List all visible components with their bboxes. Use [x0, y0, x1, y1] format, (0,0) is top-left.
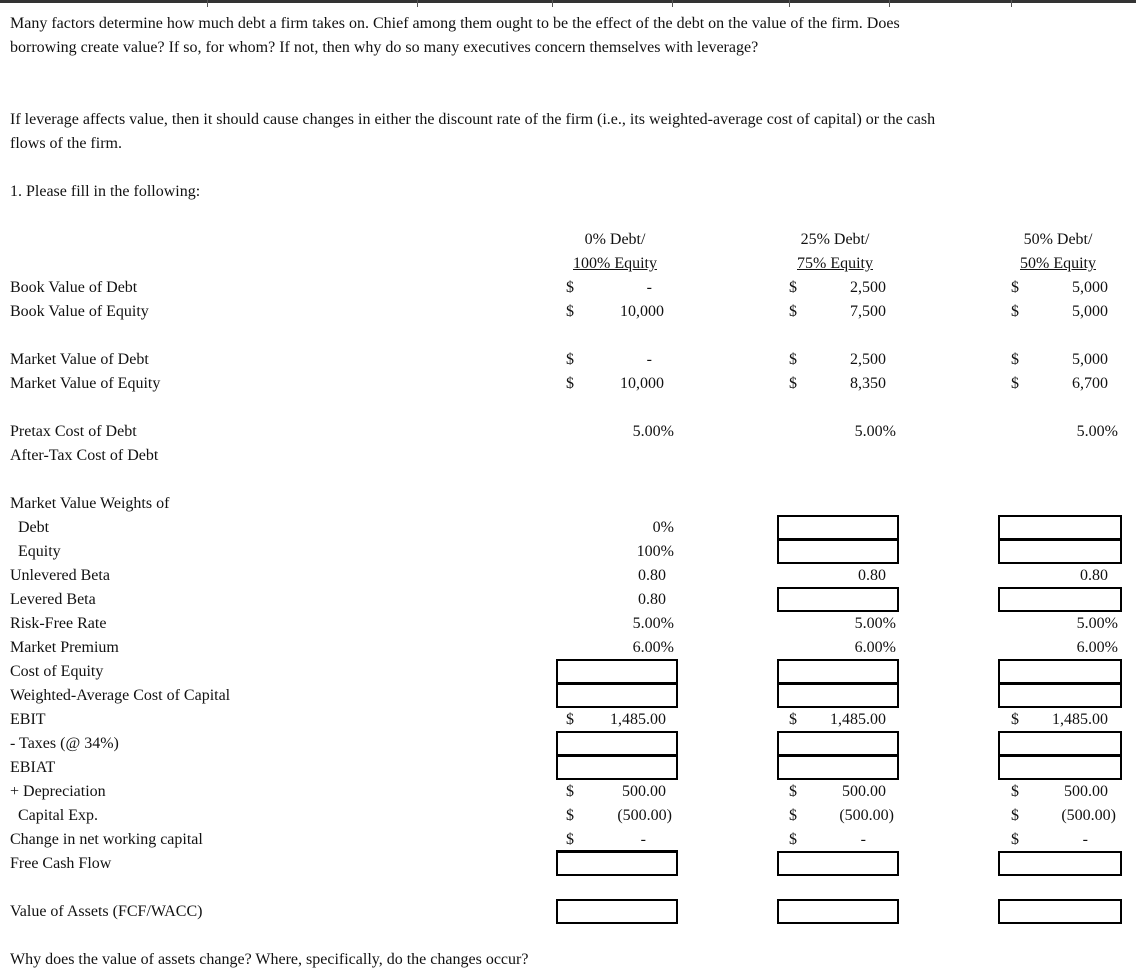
- col2-ebiat-input[interactable]: [777, 755, 899, 780]
- col3-levered-beta-input[interactable]: [998, 587, 1122, 612]
- col3-market-debt: 5,000: [1072, 351, 1108, 368]
- top-border: [0, 0, 1136, 3]
- underline: [556, 660, 678, 661]
- label-weight-debt: Debt: [18, 519, 50, 536]
- col1-ebit: 1,485.00: [610, 711, 666, 728]
- col2-change-nwc: -: [860, 831, 866, 848]
- col3-ebit: 1,485.00: [1052, 711, 1108, 728]
- col3-risk-free: 5.00%: [1076, 615, 1118, 632]
- column-divider: [1011, 0, 1012, 7]
- currency-symbol: $: [566, 279, 574, 296]
- label-wacc: Weighted-Average Cost of Capital: [10, 687, 231, 704]
- col2-value-of-assets-input[interactable]: [777, 899, 899, 924]
- col3-book-equity: 5,000: [1072, 303, 1108, 320]
- col3-free-cash-flow-input[interactable]: [998, 851, 1122, 876]
- currency-symbol: $: [566, 375, 574, 392]
- currency-symbol: $: [789, 375, 797, 392]
- currency-symbol: $: [1011, 831, 1019, 848]
- currency-symbol: $: [566, 807, 574, 824]
- col2-weight-debt-input[interactable]: [777, 515, 899, 540]
- col2-risk-free: 5.00%: [854, 615, 896, 632]
- col2-unlevered-beta: 0.80: [858, 567, 886, 584]
- col1-capex: (500.00): [617, 807, 672, 824]
- label-market-value-debt: Market Value of Debt: [10, 351, 149, 368]
- label-risk-free-rate: Risk-Free Rate: [10, 615, 107, 632]
- currency-symbol: $: [789, 807, 797, 824]
- column-divider: [672, 0, 673, 7]
- col3-book-debt: 5,000: [1072, 279, 1108, 296]
- col2-market-equity: 8,350: [850, 375, 886, 392]
- col3-cost-of-equity-input[interactable]: [998, 659, 1122, 684]
- underline: [556, 731, 678, 732]
- col2-market-debt: 2,500: [850, 351, 886, 368]
- currency-symbol: $: [566, 303, 574, 320]
- col1-unlevered-beta: 0.80: [638, 567, 666, 584]
- col2-taxes-input[interactable]: [777, 731, 899, 756]
- col1-market-equity: 10,000: [620, 375, 664, 392]
- col3-pretax-cost: 5.00%: [1076, 423, 1118, 440]
- label-market-premium: Market Premium: [10, 639, 119, 656]
- column-divider: [889, 0, 890, 7]
- currency-symbol: $: [1011, 303, 1019, 320]
- col2-book-equity: 7,500: [850, 303, 886, 320]
- label-ebiat: EBIAT: [10, 759, 56, 776]
- col2-header-line2: 75% Equity: [797, 255, 873, 272]
- col3-value-of-assets-input[interactable]: [998, 899, 1122, 924]
- label-market-value-equity: Market Value of Equity: [10, 375, 161, 392]
- col1-change-nwc: -: [640, 831, 646, 848]
- col1-weight-debt: 0%: [652, 519, 674, 536]
- col2-capex: (500.00): [839, 807, 894, 824]
- currency-symbol: $: [1011, 807, 1019, 824]
- label-capital-expenditure: Capital Exp.: [18, 807, 98, 824]
- col3-market-premium: 6.00%: [1076, 639, 1118, 656]
- col2-market-premium: 6.00%: [854, 639, 896, 656]
- label-cost-of-equity: Cost of Equity: [10, 663, 104, 680]
- col1-risk-free: 5.00%: [632, 615, 674, 632]
- col3-weight-equity-input[interactable]: [998, 539, 1122, 564]
- col1-ebiat-input[interactable]: [556, 755, 678, 780]
- col1-cost-of-equity-input[interactable]: [556, 659, 678, 684]
- currency-symbol: $: [1011, 711, 1019, 728]
- col1-book-equity: 10,000: [620, 303, 664, 320]
- col1-market-debt: -: [646, 351, 652, 368]
- col3-taxes-input[interactable]: [998, 731, 1122, 756]
- col1-levered-beta: 0.80: [638, 591, 666, 608]
- col1-free-cash-flow-input[interactable]: [556, 851, 678, 876]
- col2-wacc-input[interactable]: [777, 683, 899, 708]
- currency-symbol: $: [1011, 279, 1019, 296]
- label-value-of-assets: Value of Assets (FCF/WACC): [10, 903, 203, 920]
- currency-symbol: $: [789, 279, 797, 296]
- col3-unlevered-beta: 0.80: [1080, 567, 1108, 584]
- col2-book-debt: 2,500: [850, 279, 886, 296]
- col1-pretax-cost: 5.00%: [632, 423, 674, 440]
- col3-capex: (500.00): [1061, 807, 1116, 824]
- col3-header-line1: 50% Debt/: [1023, 231, 1093, 248]
- col2-depreciation: 500.00: [842, 783, 886, 800]
- col2-header-line1: 25% Debt/: [800, 231, 870, 248]
- currency-symbol: $: [566, 783, 574, 800]
- label-book-value-equity: Book Value of Equity: [10, 303, 149, 320]
- currency-symbol: $: [566, 831, 574, 848]
- currency-symbol: $: [566, 711, 574, 728]
- label-market-value-weights: Market Value Weights of: [10, 495, 170, 512]
- col2-weight-equity-input[interactable]: [777, 539, 899, 564]
- label-ebit: EBIT: [10, 711, 46, 728]
- col1-market-premium: 6.00%: [632, 639, 674, 656]
- currency-symbol: $: [789, 351, 797, 368]
- currency-symbol: $: [789, 831, 797, 848]
- label-taxes: - Taxes (@ 34%): [10, 735, 119, 752]
- column-divider: [552, 0, 553, 7]
- col3-ebiat-input[interactable]: [998, 755, 1122, 780]
- col2-pretax-cost: 5.00%: [854, 423, 896, 440]
- label-depreciation: + Depreciation: [10, 783, 106, 800]
- column-divider: [417, 0, 418, 7]
- question-2: Why does the value of assets change? Where, specifically, do the changes occur?: [10, 951, 529, 968]
- column-divider: [789, 0, 790, 7]
- currency-symbol: $: [566, 351, 574, 368]
- col3-depreciation: 500.00: [1064, 783, 1108, 800]
- col1-taxes-input[interactable]: [556, 731, 678, 756]
- currency-symbol: $: [1011, 351, 1019, 368]
- col3-change-nwc: -: [1082, 831, 1088, 848]
- intro-paragraph-2: If leverage affects value, then it should cause changes in either the discount rate of the firm (i.e., its weighted-average cost of capital) or the cash flows of the firm.: [10, 111, 936, 152]
- col1-header-line1: 0% Debt/: [584, 231, 646, 248]
- col1-depreciation: 500.00: [622, 783, 666, 800]
- col1-wacc-input[interactable]: [556, 683, 678, 708]
- col1-book-debt: -: [646, 279, 652, 296]
- column-divider: [207, 0, 208, 7]
- col1-weight-equity: 100%: [636, 543, 674, 560]
- label-change-nwc: Change in net working capital: [10, 831, 203, 848]
- col2-free-cash-flow-input[interactable]: [777, 851, 899, 876]
- label-book-value-debt: Book Value of Debt: [10, 279, 138, 296]
- label-unlevered-beta: Unlevered Beta: [10, 567, 110, 584]
- intro-paragraph-1: Many factors determine how much debt a firm takes on. Chief among them ought to be the effect of the debt on the value of the firm. Does borrowing create value? If so, for whom? If not, then why do so many executives concern themselves with leverage?: [10, 15, 900, 56]
- currency-symbol: $: [1011, 375, 1019, 392]
- currency-symbol: $: [789, 711, 797, 728]
- col2-cost-of-equity-input[interactable]: [777, 659, 899, 684]
- currency-symbol: $: [1011, 783, 1019, 800]
- col2-ebit: 1,485.00: [830, 711, 886, 728]
- col3-wacc-input[interactable]: [998, 683, 1122, 708]
- col1-header-line2: 100% Equity: [573, 255, 657, 272]
- col3-market-equity: 6,700: [1072, 375, 1108, 392]
- col3-weight-debt-input[interactable]: [998, 515, 1122, 540]
- label-pretax-cost-debt: Pretax Cost of Debt: [10, 423, 137, 440]
- label-aftertax-cost-debt: After-Tax Cost of Debt: [10, 447, 159, 464]
- col1-value-of-assets-input[interactable]: [556, 899, 678, 924]
- label-levered-beta: Levered Beta: [10, 591, 96, 608]
- col3-header-line2: 50% Equity: [1020, 255, 1096, 272]
- label-weight-equity: Equity: [18, 543, 61, 560]
- label-free-cash-flow: Free Cash Flow: [10, 855, 112, 872]
- col2-levered-beta-input[interactable]: [777, 587, 899, 612]
- currency-symbol: $: [789, 303, 797, 320]
- currency-symbol: $: [789, 783, 797, 800]
- question-1: 1. Please fill in the following:: [10, 183, 201, 200]
